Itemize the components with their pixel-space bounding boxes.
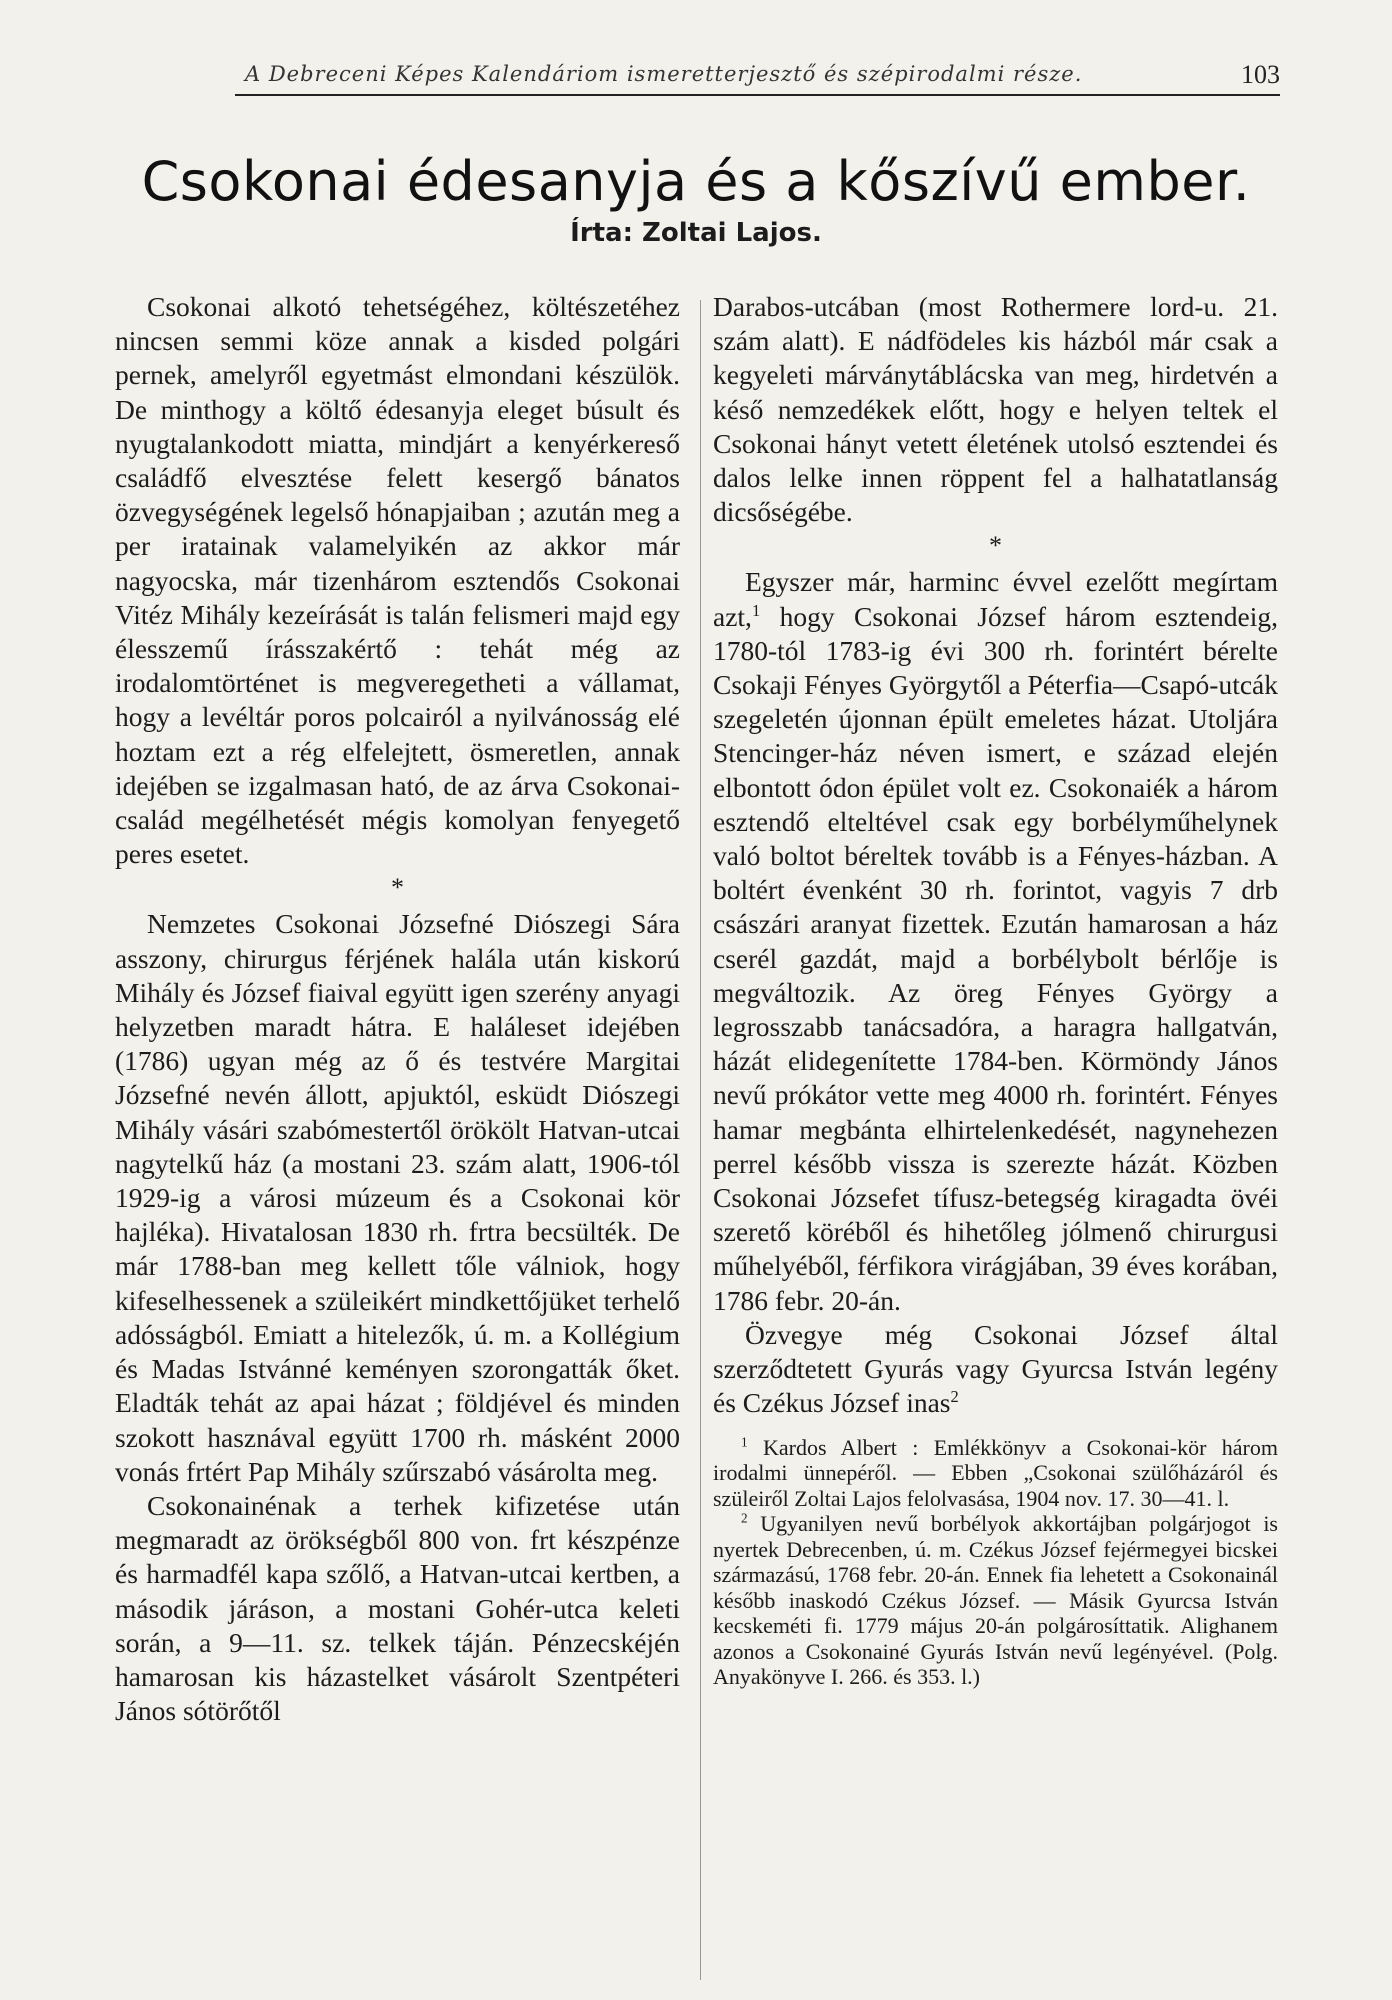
section-separator: * bbox=[989, 531, 1002, 561]
footnote-2 bbox=[713, 1511, 1278, 1690]
footnote-1 bbox=[713, 1435, 1278, 1512]
left-column bbox=[115, 290, 680, 1728]
right-paragraph-1: Darabos-utcában (most Rothermere lord-u. 21. szám alatt). E nádfödeles kis házból már csak a kegyeleti márványtáblácska van meg, hirdetvén a késő nemzedékek előtt, hogy e helyen teltek el Csokonai hányt vetett életének utolsó esztendei és dalos lelke innen röppent fel a halhatatlanság dicsőségébe. bbox=[713, 291, 1278, 528]
article-byline: Írta: Zoltai Lajos. bbox=[570, 218, 822, 248]
article-title: Csokonai édesanyja és a kőszívű ember. bbox=[141, 150, 1251, 213]
right-paragraph-2-start: Egyszer már, harminc évvel ezelőtt megírtam azt, bbox=[713, 566, 1278, 632]
section-separator: * bbox=[391, 873, 404, 903]
right-column bbox=[713, 290, 1278, 1690]
footnote-text: Ugyanilyen nevű borbélyok akkortájban polgárjogot is nyertek Debrecenben, ú. m. Czékus József fejérmegyei bicskei származású, 1768 febr. 20-án. Ennek fia lehetett a Csokonainál később inaskodó Czékus József. — Másik Gyurcsa István kecskeméti fi. 1779 május 20-án polgárosíttatik. Alighanem azonos a Csokonainé Gyurás István nevű legényével. (Polg. Anyakönyve I. 266. és 353. l.) bbox=[713, 1511, 1278, 1689]
right-paragraph-3-text: Özvegye még Csokonai József által szerződtetett Gyurás vagy Gyurcsa István legény és Czékus József inas bbox=[713, 1318, 1278, 1419]
column-divider bbox=[700, 300, 701, 1980]
footnote-text: Kardos Albert : Emlékkönyv a Csokonai-kör három irodalmi ünnepéről. — Ebben „Csokonai szülőházáról és szüleiről Zoltai Lajos felolvasása, 1904 nov. 17. 30—41. l. bbox=[713, 1434, 1278, 1511]
footnote-number: 2 bbox=[741, 1510, 748, 1526]
right-paragraph-3 bbox=[713, 1318, 1278, 1421]
right-paragraph-2 bbox=[713, 565, 1278, 1317]
right-paragraph-2-rest: hogy Csokonai József három esztendeig, 1780-tól 1783-ig évi 300 rh. forintért bérelte Csokaji Fényes Györgytől a Péterfia—Csapó-utcák szegeletén újonnan épült emeletes házat. Utoljára Stencinger-ház néven ismert, e század elején elbontott ódon épület volt ez. Csokonaiék a három esztendő elteltével csak egy borbélyműhelynek való boltot béreltek tovább is a Fényes-házban. A boltért évenként 30 rh. forintot, vagyis 7 drb császári aranyat fizettek. Ezután hamarosan a ház cserél gazdát, majd a borbélybolt bérlője is megváltozik. Az öreg Fényes György a legrosszabb tanácsadóra, a haragra hallgatván, házát elidegenítette 1784-ben. Körmöndy János nevű prókátor vette meg 4000 rh. forintért. Fényes hamar megbánta elhirtelenkedését, nagynehezen perrel később vissza is szerezte házát. Közben Csokonai Józsefet tífusz-betegség kiragadta övéi szerető köréből és hihetőleg jólmenő chirurgusi műhelyéből, férfikora virágjában, 39 éves korában, 1786 febr. 20-án. bbox=[713, 600, 1278, 1316]
footnote-ref-1[interactable]: 1 bbox=[751, 600, 761, 620]
left-paragraph-1: Csokonai alkotó tehetségéhez, költészetéhez nincsen semmi köze annak a kisded polgári pernek, amelyről egyetmást elmondani készülök. De minthogy a költő édesanyja eleget búsult és nyugtalankodott miatta, mindjárt a kenyérkereső családfő elvesztése felett kesergő bánatos özvegységének legelső hónapjaiban ; azután meg a per iratainak valamelyikén az akkor már nagyocska, már tizenhárom esztendős Csokonai Vitéz Mihály kezeírását is talán felismeri majd egy élesszemű írásszakértő : tehát még az irodalomtörténet is megveregetheti a vállamat, hogy a levéltár poros polcairól a nyilvánosság elé hoztam ezt a rég elfelejtett, ösmeretlen, annak idejében se izgalmasan ható, de az árva Csokonai-család megélhetését mégis komolyan fenyegető peres esetet. bbox=[115, 291, 680, 870]
footnote-ref-2[interactable]: 2 bbox=[950, 1387, 959, 1407]
running-title: A Debreceni Képes Kalendáriom ismeretterjesztő és szépirodalmi része. bbox=[245, 62, 1083, 86]
left-paragraph-2: Nemzetes Csokonai Józsefné Diószegi Sára asszony, chirurgus férjének halála után kiskorú Mihály és József fiaival együtt igen szerény anyagi helyzetben maradt hátra. E haláleset idejében (1786) ugyan még az ő és testvére Margitai Józsefné nevén állott, apjuktól, esküdt Diószegi Mihály vásári szabómestertől örökölt Hatvan-utcai nagytelkű ház (a mostani 23. szám alatt, 1906-tól 1929-ig a városi múzeum és a Csokonai kör hajléka). Hivatalosan 1830 rh. frtra becsülték. De már 1788-ban meg kellett tőle válniok, hogy kifeselhessenek a szüleikért mindkettőjüket terhelő adósságból. Emiatt a hitelezők, ú. m. a Kollégium és Madas Istvánné keményen szorongatták őket. Eladták tehát az apai házat ; földjével és minden szokott hasznával együtt 1700 rh. másként 2000 vonás frtért Pap Mihály szűrszabó vásárolta meg. bbox=[115, 908, 680, 1487]
left-paragraph-3: Csokonainénak a terhek kifizetése után megmaradt az örökségből 800 von. frt készpénze és harmadfél kapa szőlő, a Hatvan-utcai kertben, a második járáson, a mostani Gohér-utca keleti során, a 9—11. sz. telkek táján. Pénzecskéjén hamarosan kis házastelket vásárolt Szentpéteri János sótörőtől bbox=[115, 1489, 680, 1727]
running-header bbox=[235, 58, 1280, 96]
page-number: 103 bbox=[1241, 60, 1280, 89]
footnote-number: 1 bbox=[741, 1434, 748, 1450]
footnotes bbox=[713, 1435, 1278, 1690]
